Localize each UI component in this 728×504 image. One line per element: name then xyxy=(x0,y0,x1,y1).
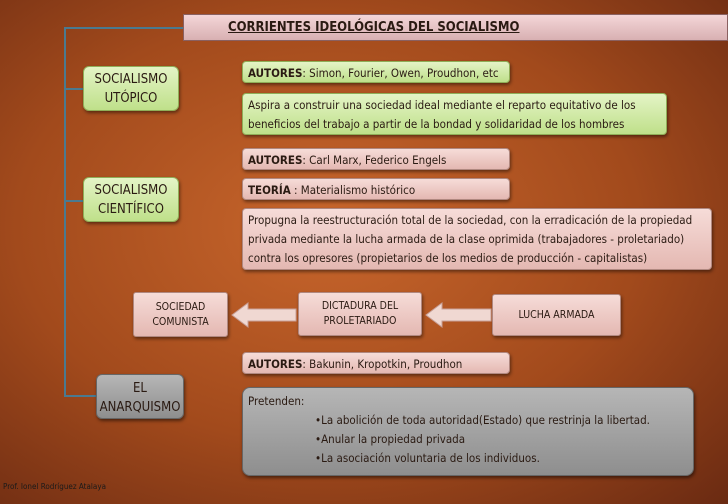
description-line: contra los opresores (propietarios de los medios de producción - capitalistas) xyxy=(248,251,648,265)
autores-key: AUTORES xyxy=(248,153,303,167)
utopico-description xyxy=(242,93,667,135)
autores-key: AUTORES xyxy=(248,66,303,80)
flow-label: LUCHA ARMADA xyxy=(518,309,595,321)
arrow-left-icon xyxy=(232,303,296,327)
description-line: beneficios del trabajo a partir de la bondad y solidaridad de los hombres xyxy=(248,117,625,131)
flow-dictadura-proletariado xyxy=(298,292,422,336)
connector-trunk xyxy=(64,27,66,396)
category-label-line2: ANARQUISMO xyxy=(99,400,181,415)
flow-label-line2: COMUNISTA xyxy=(152,316,209,328)
autores-key: AUTORES xyxy=(248,357,303,371)
connector-utopico xyxy=(64,88,83,90)
connector-title xyxy=(64,27,184,29)
teoria-key: TEORÍA xyxy=(248,183,291,197)
cientifico-autores xyxy=(242,148,510,170)
category-label-line1: EL xyxy=(133,381,147,396)
autores-value: : Simon, Fourier, Owen, Proudhon, etc xyxy=(302,66,499,80)
autores-value: : Carl Marx, Federico Engels xyxy=(302,153,447,167)
flow-label-line1: DICTADURA DEL xyxy=(321,300,399,312)
description-line: Aspira a construir una sociedad ideal mediante el reparto equitativo de los xyxy=(248,98,636,112)
cientifico-teoria xyxy=(242,178,510,200)
list-item: • La asociación voluntaria de los individuos. xyxy=(315,449,688,468)
category-socialismo-cientifico xyxy=(83,177,179,222)
anarquismo-list xyxy=(248,411,688,468)
cientifico-description xyxy=(242,208,712,270)
category-label-line1: SOCIALISMO xyxy=(94,72,168,87)
author-credit: Prof. Ionel Rodríguez Atalaya xyxy=(3,482,106,491)
list-item: • La abolición de toda autoridad(Estado) que restrinja la libertad. xyxy=(315,411,688,430)
anarquismo-autores xyxy=(242,352,510,374)
description-line: Propugna la reestructuración total de la sociedad, con la erradicación de la propiedad xyxy=(248,213,693,227)
flow-label-line1: SOCIEDAD xyxy=(155,301,206,313)
category-label-line1: SOCIALISMO xyxy=(94,183,168,198)
connector-cientifico xyxy=(64,200,83,202)
autores-value: : Bakunin, Kropotkin, Proudhon xyxy=(302,357,463,371)
category-anarquismo xyxy=(96,374,184,419)
category-socialismo-utopico xyxy=(83,66,179,111)
arrow-left-icon xyxy=(426,303,491,327)
description-line: privada mediante la lucha armada de la clase oprimida (trabajadores - proletariado) xyxy=(248,232,685,246)
utopico-autores xyxy=(242,61,510,83)
category-label-line2: CIENTÍFICO xyxy=(98,202,164,217)
list-item: • Anular la propiedad privada xyxy=(315,430,688,449)
flow-lucha-armada xyxy=(492,294,621,336)
category-label-line2: UTÓPICO xyxy=(104,91,158,106)
flow-sociedad-comunista xyxy=(133,292,228,337)
anarquismo-description xyxy=(242,387,694,476)
connector-anarquismo xyxy=(64,395,96,397)
pretenden-label: Pretenden: xyxy=(248,394,305,408)
flow-label-line2: PROLETARIADO xyxy=(323,315,397,327)
page-title: CORRIENTES IDEOLÓGICAS DEL SOCIALISMO xyxy=(183,14,728,41)
teoria-value: : Materialismo histórico xyxy=(290,183,416,197)
